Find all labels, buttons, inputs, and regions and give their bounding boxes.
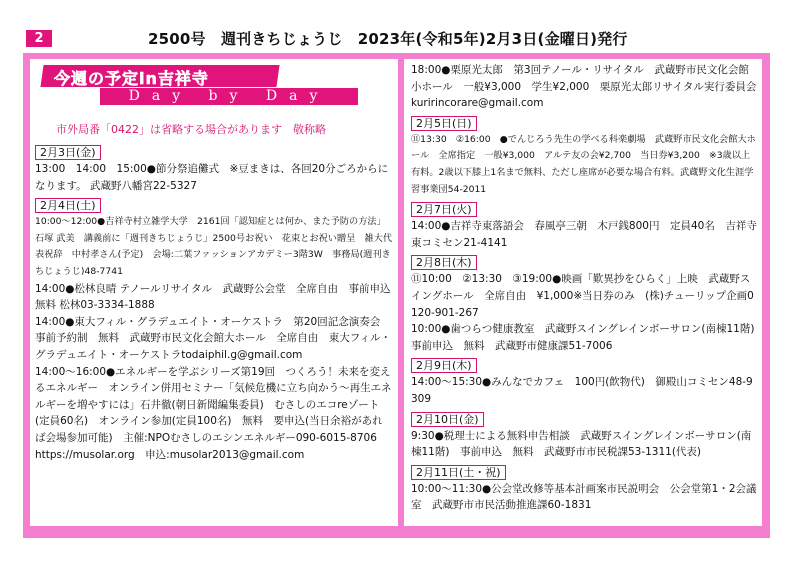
date-heading: 2月8日(木) [411,255,477,270]
event-entry: 13:00 14:00 15:00●節分祭追儺式 ※豆まきは、各回20分ごろからになります。 武蔵野八幡宮22-5327 [35,163,389,192]
date-heading: 2月11日(土・祝) [411,465,506,480]
date-heading: 2月7日(火) [411,202,477,217]
event-entry: 14:00●松林良晴 テノールリサイタル 武蔵野公会堂 全席自由 事前申込 無料 松林03-3334-1888 [35,282,402,312]
notice-text: 市外局番「0422」は省略する場合があります 敬称略 [56,123,326,136]
event-entry: 14:00～16:00●エネルギーを学ぶシリーズ第19回 つくろう！未来を変えるエネルギー オンライン併用セミナー「気候危機に立ち向かう～再生エネルギーを増やすには」石井徹(朝日新聞編集委員) むさしのエコreゾート(定員60名) オンライン参加(定員100名) 無料 要申込(当日余裕があれば会場参加可能) 主催:NPOむさしのエシンエネルギー090-6015-8706 https://musolar.org 申込:musolar2013@gmail.com [35,365,392,461]
page-header [26,28,770,48]
date-heading: 2月3日(金) [35,145,101,160]
event-entry: 18:00●栗原光太郎 第3回テノール・リサイタル 武蔵野市民文化会館小ホール 一般¥3,000 学生¥2,000 栗原光太郎リサイタル実行委員会kuririncorare@gmail.com [411,64,757,110]
right-entries [411,62,765,514]
day-by-day-label: Day by Day [100,88,358,105]
event-entry: 14:00●東大フィル・グラデュエイト・オーケストラ 第20回記念演奏会 事前予約制 無料 武蔵野市民文化会館大ホール 全席自由 東大フィル・グラデュエイト・オーケストラtodaiphil.g@gmail.com [35,315,391,361]
event-entry: ⑪13:30 ②16:00 ●でんじろう先生の学べる科楽劇場 武蔵野市民文化会館大ホール 全席指定 一般¥3,000 アルテ友の会¥2,700 当日券¥3,200 ※3歳以上有料。2歳以下膝上1名まで無料、ただし座席が必要な場合有料。武蔵野文化生涯学習事業団54-2011 [411,133,756,195]
event-entry: 9:30●税理士による無料申告相談 武蔵野スイングレインボーサロン(南棟11階) 事前申込 無料 武蔵野市市民税課53-1311(代表) [411,429,752,459]
issue-line: 2500号 週刊きちじょうじ 2023年(令和5年)2月3日(金曜日)発行 [148,30,628,48]
event-entry: 10:00～11:30●公会堂改修等基本計画案市民説明会 公会堂第1・2会議室 武蔵野市市民活動推進課60-1831 [411,482,757,512]
right-column [404,59,765,526]
page-number: 2 [26,30,52,47]
date-heading: 2月10日(金) [411,412,484,427]
left-column [30,59,402,526]
event-entry: 10:00●歯つらつ健康教室 武蔵野スイングレインボーサロン(南棟11階) 事前申込 無料 武蔵野市健康課51-7006 [411,323,765,352]
event-entry: 10:00～12:00●吉祥寺村立雑学大学 2161回「認知症とは何か、また予防の方法」石塚 武美 講義前に「週刊きちじょうじ」2500号お祝い 花束とお祝い贈呈 雑大代表祝辞 中村孝さん(予定) 会場:二葉ファッションアカデミー3階3W 事務局(週刊きちじょうじ)48-7741 [35,216,393,277]
event-entry: 14:00●吉祥寺東落語会 春風亭三朝 木戸銭800円 定員40名 吉祥寺東コミセン21-4141 [411,220,757,249]
banner-title: 今週の予定in吉祥寺 [54,69,209,88]
date-heading: 2月9日(木) [411,358,477,373]
date-heading: 2月4日(土) [35,198,101,213]
event-entry: ⑪10:00 ②13:30 ③19:00●映画「歎異抄をひらく」上映 武蔵野スイングホール 全席自由 ¥1,000※当日券のみ (株)チューリップ企画0120-901-267 [411,273,754,319]
left-entries [35,141,402,463]
event-entry: 14:00～15:30●みんなでカフェ 100円(飲物代) 御殿山コミセン48-9309 [411,376,753,405]
date-heading: 2月5日(日) [411,116,477,131]
